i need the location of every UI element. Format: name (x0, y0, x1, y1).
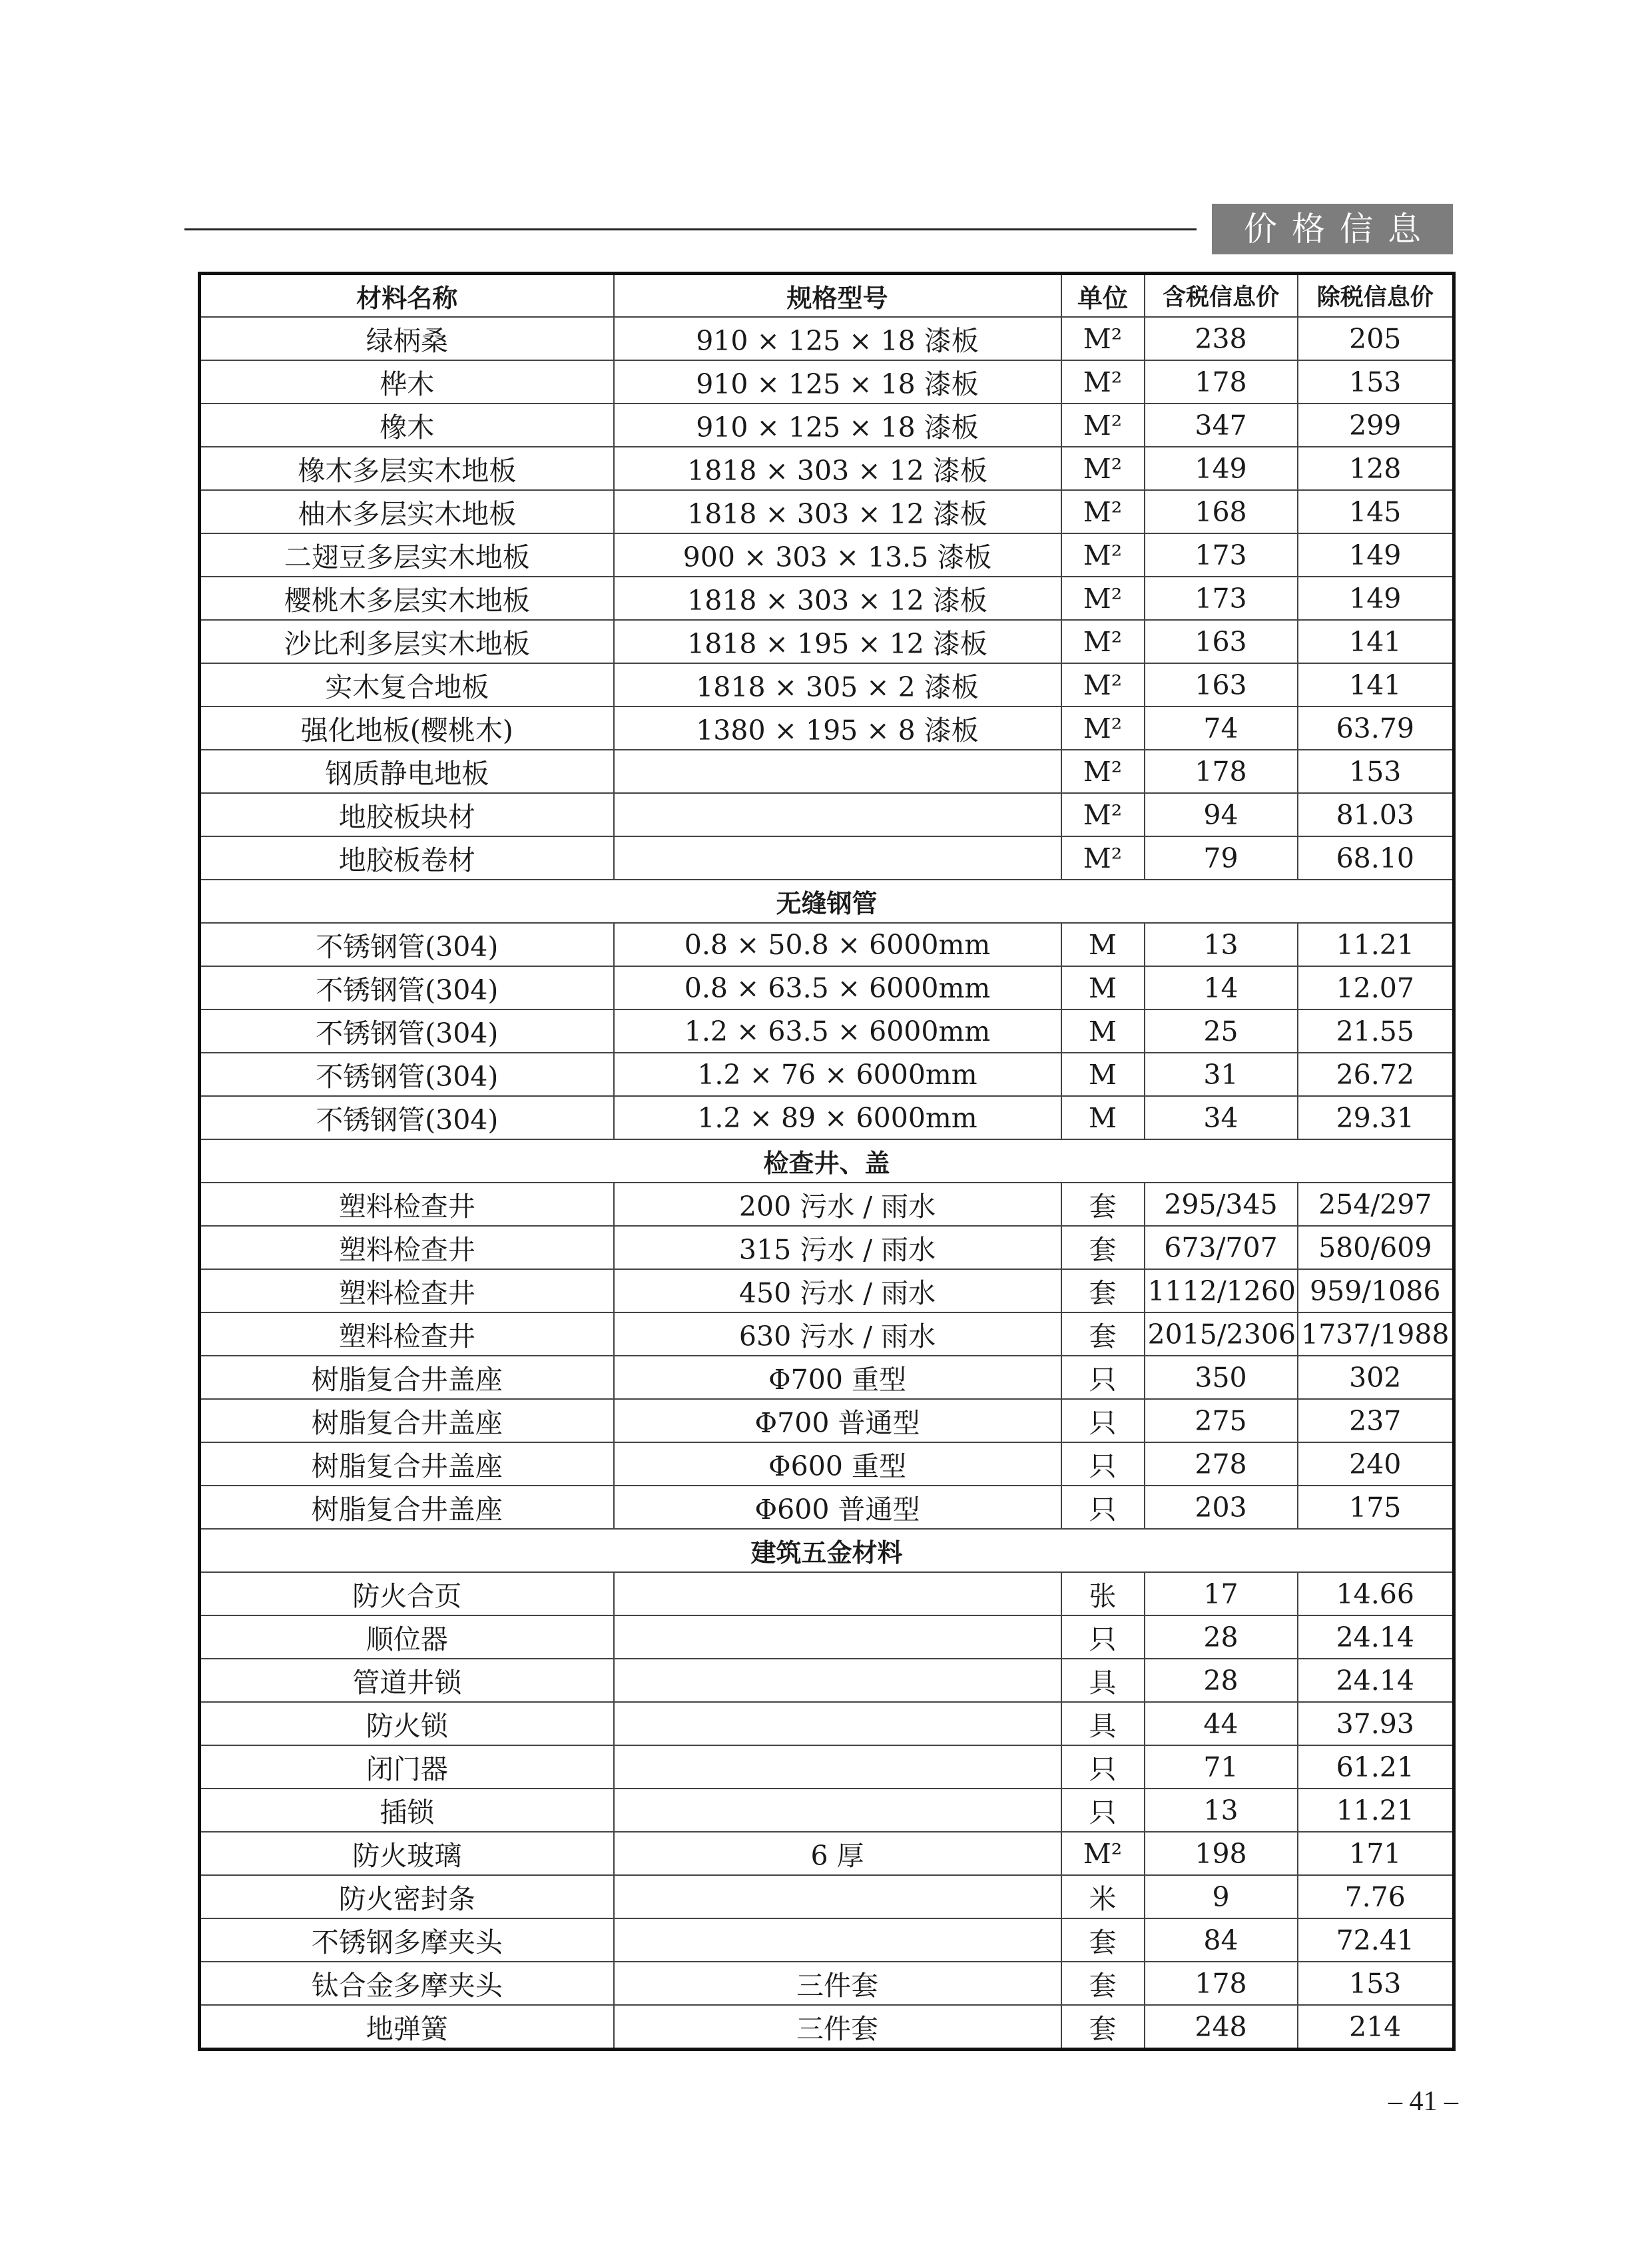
cell-tax-excluded-price: 11.21 (1298, 1789, 1454, 1832)
cell-tax-included-price: 13 (1145, 1789, 1298, 1832)
cell-unit: 套 (1061, 2005, 1145, 2050)
cell-unit: M² (1061, 317, 1145, 360)
cell-material-name: 柚木多层实木地板 (200, 490, 614, 533)
table-header-row (200, 274, 1454, 318)
cell-tax-included-price: 238 (1145, 317, 1298, 360)
table-row (200, 447, 1454, 490)
cell-material-name: 二翅豆多层实木地板 (200, 533, 614, 577)
cell-tax-excluded-price: 61.21 (1298, 1745, 1454, 1789)
table-row (200, 533, 1454, 577)
header-rule (184, 228, 1197, 230)
cell-tax-excluded-price: 580/609 (1298, 1226, 1454, 1269)
cell-unit: M² (1061, 620, 1145, 663)
cell-tax-excluded-price: 24.14 (1298, 1615, 1454, 1659)
table-row (200, 1832, 1454, 1875)
cell-spec: 0.8 × 63.5 × 6000mm (614, 966, 1061, 1009)
cell-spec: Φ600 重型 (614, 1442, 1061, 1486)
cell-tax-included-price: 74 (1145, 706, 1298, 750)
cell-tax-excluded-price: 214 (1298, 2005, 1454, 2050)
column-header-tax-excluded-price: 除税信息价 (1298, 274, 1454, 318)
cell-material-name: 不锈钢管(304) (200, 966, 614, 1009)
table-row (200, 2005, 1454, 2050)
cell-tax-included-price: 1112/1260 (1145, 1269, 1298, 1312)
cell-tax-included-price: 347 (1145, 404, 1298, 447)
cell-unit: M² (1061, 490, 1145, 533)
cell-tax-included-price: 44 (1145, 1702, 1298, 1745)
cell-tax-included-price: 248 (1145, 2005, 1298, 2050)
cell-material-name: 树脂复合井盖座 (200, 1356, 614, 1399)
cell-tax-excluded-price: 141 (1298, 663, 1454, 706)
table-row (200, 1096, 1454, 1139)
cell-unit: 套 (1061, 1962, 1145, 2005)
table-row (200, 620, 1454, 663)
table-row (200, 706, 1454, 750)
cell-material-name: 不锈钢管(304) (200, 1096, 614, 1139)
cell-spec: 1.2 × 63.5 × 6000mm (614, 1009, 1061, 1053)
cell-unit: M² (1061, 1832, 1145, 1875)
cell-tax-included-price: 178 (1145, 1962, 1298, 2005)
cell-tax-excluded-price: 14.66 (1298, 1572, 1454, 1615)
cell-material-name: 塑料检查井 (200, 1269, 614, 1312)
cell-spec: 315 污水 / 雨水 (614, 1226, 1061, 1269)
cell-unit: M (1061, 1096, 1145, 1139)
cell-unit: 张 (1061, 1572, 1145, 1615)
table-row (200, 750, 1454, 793)
cell-material-name: 不锈钢管(304) (200, 1053, 614, 1096)
cell-unit: M² (1061, 793, 1145, 836)
cell-tax-included-price: 2015/2306 (1145, 1312, 1298, 1356)
section-row (200, 1139, 1454, 1183)
cell-tax-excluded-price: 141 (1298, 620, 1454, 663)
section-row (200, 1529, 1454, 1572)
cell-spec (614, 1659, 1061, 1702)
cell-tax-included-price: 94 (1145, 793, 1298, 836)
cell-tax-excluded-price: 302 (1298, 1356, 1454, 1399)
cell-spec (614, 1702, 1061, 1745)
cell-spec: 910 × 125 × 18 漆板 (614, 360, 1061, 404)
cell-tax-included-price: 178 (1145, 750, 1298, 793)
cell-tax-excluded-price: 29.31 (1298, 1096, 1454, 1139)
cell-material-name: 不锈钢管(304) (200, 923, 614, 966)
cell-material-name: 地弹簧 (200, 2005, 614, 2050)
table-row (200, 663, 1454, 706)
cell-material-name: 防火密封条 (200, 1875, 614, 1918)
cell-tax-excluded-price: 149 (1298, 533, 1454, 577)
cell-material-name: 塑料检查井 (200, 1312, 614, 1356)
cell-material-name: 实木复合地板 (200, 663, 614, 706)
table-row (200, 360, 1454, 404)
cell-unit: M² (1061, 447, 1145, 490)
cell-tax-excluded-price: 12.07 (1298, 966, 1454, 1009)
cell-unit: 只 (1061, 1789, 1145, 1832)
table-row (200, 1226, 1454, 1269)
cell-material-name: 塑料检查井 (200, 1226, 614, 1269)
cell-material-name: 钢质静电地板 (200, 750, 614, 793)
cell-tax-included-price: 275 (1145, 1399, 1298, 1442)
cell-material-name: 地胶板块材 (200, 793, 614, 836)
cell-unit: M (1061, 1009, 1145, 1053)
table-row (200, 1356, 1454, 1399)
cell-material-name: 防火玻璃 (200, 1832, 614, 1875)
table-row (200, 1572, 1454, 1615)
cell-tax-included-price: 17 (1145, 1572, 1298, 1615)
cell-material-name: 树脂复合井盖座 (200, 1486, 614, 1529)
cell-unit: 米 (1061, 1875, 1145, 1918)
cell-unit: 具 (1061, 1659, 1145, 1702)
column-header-spec: 规格型号 (614, 274, 1061, 318)
cell-tax-excluded-price: 171 (1298, 1832, 1454, 1875)
cell-material-name: 闭门器 (200, 1745, 614, 1789)
cell-tax-included-price: 149 (1145, 447, 1298, 490)
cell-spec (614, 1615, 1061, 1659)
cell-spec: 1818 × 305 × 2 漆板 (614, 663, 1061, 706)
cell-unit: M (1061, 966, 1145, 1009)
cell-material-name: 树脂复合井盖座 (200, 1399, 614, 1442)
cell-spec (614, 793, 1061, 836)
cell-tax-included-price: 673/707 (1145, 1226, 1298, 1269)
table-row (200, 1789, 1454, 1832)
cell-tax-excluded-price: 153 (1298, 360, 1454, 404)
cell-tax-excluded-price: 68.10 (1298, 836, 1454, 880)
table-row (200, 577, 1454, 620)
table-row (200, 1009, 1454, 1053)
cell-tax-excluded-price: 145 (1298, 490, 1454, 533)
table-row (200, 1615, 1454, 1659)
table-row (200, 1962, 1454, 2005)
cell-spec: 6 厚 (614, 1832, 1061, 1875)
page-number: – 41 – (1388, 2086, 1458, 2117)
cell-tax-excluded-price: 21.55 (1298, 1009, 1454, 1053)
cell-spec: 0.8 × 50.8 × 6000mm (614, 923, 1061, 966)
table-row (200, 1312, 1454, 1356)
cell-spec (614, 1745, 1061, 1789)
cell-material-name: 沙比利多层实木地板 (200, 620, 614, 663)
cell-spec: 900 × 303 × 13.5 漆板 (614, 533, 1061, 577)
cell-tax-included-price: 168 (1145, 490, 1298, 533)
cell-unit: 套 (1061, 1918, 1145, 1962)
cell-spec: 1818 × 303 × 12 漆板 (614, 447, 1061, 490)
cell-unit: 只 (1061, 1442, 1145, 1486)
table-row (200, 836, 1454, 880)
cell-tax-excluded-price: 153 (1298, 750, 1454, 793)
cell-tax-excluded-price: 72.41 (1298, 1918, 1454, 1962)
table-row (200, 490, 1454, 533)
cell-unit: 套 (1061, 1226, 1145, 1269)
cell-tax-included-price: 14 (1145, 966, 1298, 1009)
cell-material-name: 地胶板卷材 (200, 836, 614, 880)
table-row (200, 1269, 1454, 1312)
table-row (200, 1399, 1454, 1442)
cell-tax-included-price: 84 (1145, 1918, 1298, 1962)
cell-material-name: 樱桃木多层实木地板 (200, 577, 614, 620)
cell-unit: 套 (1061, 1312, 1145, 1356)
table-row (200, 1702, 1454, 1745)
cell-tax-included-price: 71 (1145, 1745, 1298, 1789)
cell-spec (614, 1918, 1061, 1962)
cell-material-name: 橡木 (200, 404, 614, 447)
cell-spec: 1.2 × 89 × 6000mm (614, 1096, 1061, 1139)
cell-unit: M² (1061, 836, 1145, 880)
cell-spec: 1380 × 195 × 8 漆板 (614, 706, 1061, 750)
section-title-tab: 价格信息 (1212, 204, 1453, 254)
cell-spec: 1818 × 303 × 12 漆板 (614, 490, 1061, 533)
table-row (200, 966, 1454, 1009)
cell-tax-included-price: 163 (1145, 620, 1298, 663)
cell-tax-included-price: 31 (1145, 1053, 1298, 1096)
table-row (200, 1918, 1454, 1962)
cell-material-name: 不锈钢多摩夹头 (200, 1918, 614, 1962)
table-row (200, 1659, 1454, 1702)
cell-unit: M² (1061, 706, 1145, 750)
cell-unit: M² (1061, 577, 1145, 620)
cell-tax-included-price: 9 (1145, 1875, 1298, 1918)
cell-spec: Φ700 重型 (614, 1356, 1061, 1399)
cell-tax-excluded-price: 63.79 (1298, 706, 1454, 750)
section-row (200, 880, 1454, 923)
cell-tax-excluded-price: 11.21 (1298, 923, 1454, 966)
table-row (200, 1486, 1454, 1529)
cell-spec: 910 × 125 × 18 漆板 (614, 317, 1061, 360)
cell-material-name: 钛合金多摩夹头 (200, 1962, 614, 2005)
cell-tax-included-price: 278 (1145, 1442, 1298, 1486)
cell-tax-excluded-price: 240 (1298, 1442, 1454, 1486)
cell-material-name: 顺位器 (200, 1615, 614, 1659)
cell-tax-included-price: 173 (1145, 533, 1298, 577)
column-header-name: 材料名称 (200, 274, 614, 318)
cell-spec: 三件套 (614, 1962, 1061, 2005)
cell-tax-excluded-price: 26.72 (1298, 1053, 1454, 1096)
cell-unit: 只 (1061, 1486, 1145, 1529)
cell-tax-included-price: 28 (1145, 1659, 1298, 1702)
cell-tax-included-price: 203 (1145, 1486, 1298, 1529)
cell-spec: 1818 × 303 × 12 漆板 (614, 577, 1061, 620)
cell-spec: 三件套 (614, 2005, 1061, 2050)
cell-tax-excluded-price: 299 (1298, 404, 1454, 447)
cell-tax-included-price: 28 (1145, 1615, 1298, 1659)
cell-unit: M (1061, 1053, 1145, 1096)
cell-unit: M² (1061, 404, 1145, 447)
table-row (200, 317, 1454, 360)
cell-spec: Φ700 普通型 (614, 1399, 1061, 1442)
cell-tax-included-price: 295/345 (1145, 1183, 1298, 1226)
cell-tax-included-price: 25 (1145, 1009, 1298, 1053)
cell-spec (614, 836, 1061, 880)
cell-unit: M (1061, 923, 1145, 966)
cell-spec (614, 1875, 1061, 1918)
cell-spec (614, 750, 1061, 793)
cell-material-name: 防火锁 (200, 1702, 614, 1745)
section-heading: 建筑五金材料 (200, 1529, 1454, 1572)
cell-spec: 630 污水 / 雨水 (614, 1312, 1061, 1356)
cell-material-name: 管道井锁 (200, 1659, 614, 1702)
cell-tax-included-price: 178 (1145, 360, 1298, 404)
cell-material-name: 树脂复合井盖座 (200, 1442, 614, 1486)
cell-spec: Φ600 普通型 (614, 1486, 1061, 1529)
table-row (200, 1745, 1454, 1789)
cell-material-name: 橡木多层实木地板 (200, 447, 614, 490)
cell-tax-excluded-price: 7.76 (1298, 1875, 1454, 1918)
cell-tax-included-price: 79 (1145, 836, 1298, 880)
cell-tax-excluded-price: 128 (1298, 447, 1454, 490)
cell-tax-excluded-price: 205 (1298, 317, 1454, 360)
price-table (198, 272, 1456, 2051)
table-row (200, 404, 1454, 447)
cell-tax-included-price: 350 (1145, 1356, 1298, 1399)
cell-material-name: 强化地板(樱桃木) (200, 706, 614, 750)
cell-material-name: 防火合页 (200, 1572, 614, 1615)
cell-spec: 200 污水 / 雨水 (614, 1183, 1061, 1226)
cell-unit: M² (1061, 663, 1145, 706)
cell-unit: 只 (1061, 1399, 1145, 1442)
cell-tax-excluded-price: 254/297 (1298, 1183, 1454, 1226)
cell-spec (614, 1572, 1061, 1615)
cell-spec: 910 × 125 × 18 漆板 (614, 404, 1061, 447)
column-header-unit: 单位 (1061, 274, 1145, 318)
table-row (200, 923, 1454, 966)
table-row (200, 1875, 1454, 1918)
cell-material-name: 插锁 (200, 1789, 614, 1832)
cell-material-name: 不锈钢管(304) (200, 1009, 614, 1053)
cell-unit: M² (1061, 533, 1145, 577)
column-header-tax-included-price: 含税信息价 (1145, 274, 1298, 318)
cell-tax-included-price: 173 (1145, 577, 1298, 620)
cell-unit: 只 (1061, 1745, 1145, 1789)
cell-tax-included-price: 198 (1145, 1832, 1298, 1875)
cell-tax-included-price: 13 (1145, 923, 1298, 966)
cell-tax-excluded-price: 175 (1298, 1486, 1454, 1529)
cell-tax-excluded-price: 153 (1298, 1962, 1454, 2005)
section-heading: 无缝钢管 (200, 880, 1454, 923)
cell-tax-excluded-price: 37.93 (1298, 1702, 1454, 1745)
section-heading: 检查井、盖 (200, 1139, 1454, 1183)
cell-tax-included-price: 163 (1145, 663, 1298, 706)
cell-unit: 只 (1061, 1615, 1145, 1659)
cell-unit: 具 (1061, 1702, 1145, 1745)
table-row (200, 1442, 1454, 1486)
cell-unit: M² (1061, 360, 1145, 404)
cell-unit: 套 (1061, 1183, 1145, 1226)
cell-unit: M² (1061, 750, 1145, 793)
cell-tax-excluded-price: 959/1086 (1298, 1269, 1454, 1312)
cell-tax-excluded-price: 1737/1988 (1298, 1312, 1454, 1356)
cell-tax-excluded-price: 24.14 (1298, 1659, 1454, 1702)
cell-tax-included-price: 34 (1145, 1096, 1298, 1139)
cell-material-name: 塑料检查井 (200, 1183, 614, 1226)
cell-material-name: 桦木 (200, 360, 614, 404)
cell-unit: 套 (1061, 1269, 1145, 1312)
cell-spec (614, 1789, 1061, 1832)
table-row (200, 1183, 1454, 1226)
cell-spec: 450 污水 / 雨水 (614, 1269, 1061, 1312)
cell-spec: 1.2 × 76 × 6000mm (614, 1053, 1061, 1096)
cell-tax-excluded-price: 149 (1298, 577, 1454, 620)
cell-spec: 1818 × 195 × 12 漆板 (614, 620, 1061, 663)
cell-material-name: 绿柄桑 (200, 317, 614, 360)
table-row (200, 1053, 1454, 1096)
cell-tax-excluded-price: 237 (1298, 1399, 1454, 1442)
cell-tax-excluded-price: 81.03 (1298, 793, 1454, 836)
table-body (200, 317, 1454, 2050)
cell-unit: 只 (1061, 1356, 1145, 1399)
table-row (200, 793, 1454, 836)
